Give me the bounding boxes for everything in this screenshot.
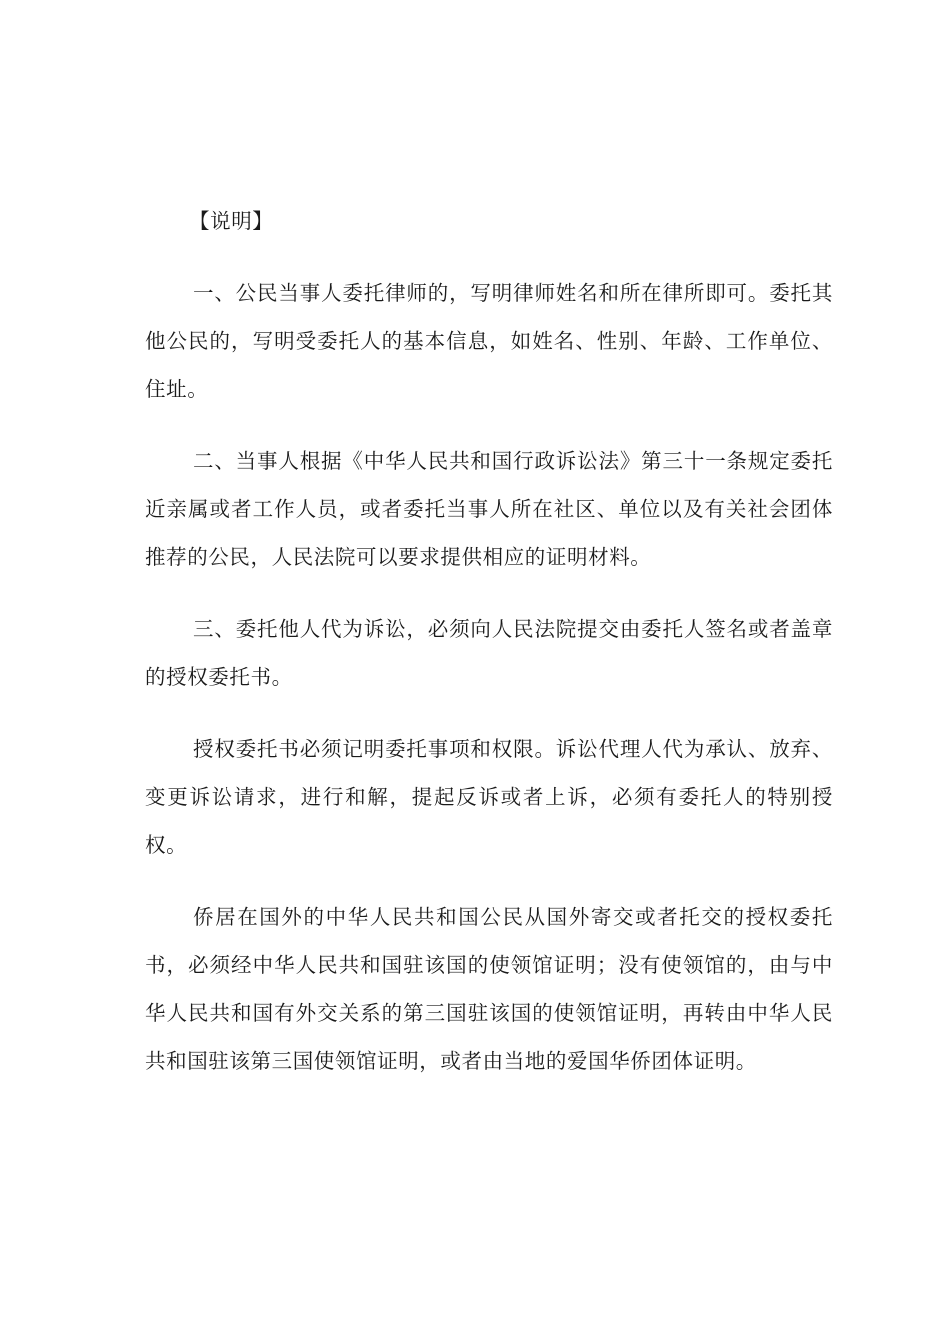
paragraph-5: 侨居在国外的中华人民共和国公民从国外寄交或者托交的授权委托书，必须经中华人民共和国驻该国的使领馆证明；没有使领馆的，由与中华人民共和国有外交关系的第三国驻该国的使领馆证明，再转由中华人民共和国驻该第三国使领馆证明，或者由当地的爱国华侨团体证明。 [145, 905, 833, 1073]
paragraph-2: 二、当事人根据《中华人民共和国行政诉讼法》第三十一条规定委托近亲属或者工作人员，或者委托当事人所在社区、单位以及有关社会团体推荐的公民，人民法院可以要求提供相应的证明材料。 [145, 449, 833, 569]
paragraph-1: 一、公民当事人委托律师的，写明律师姓名和所在律所即可。委托其他公民的，写明受委托人的基本信息，如姓名、性别、年龄、工作单位、住址。 [145, 281, 833, 401]
paragraph-3: 三、委托他人代为诉讼，必须向人民法院提交由委托人签名或者盖章的授权委托书。 [145, 617, 833, 689]
paragraph-4: 授权委托书必须记明委托事项和权限。诉讼代理人代为承认、放弃、变更诉讼请求，进行和解，提起反诉或者上诉，必须有委托人的特别授权。 [145, 737, 833, 857]
document-body [145, 197, 833, 1109]
section-heading: 【说明】 [189, 209, 274, 233]
